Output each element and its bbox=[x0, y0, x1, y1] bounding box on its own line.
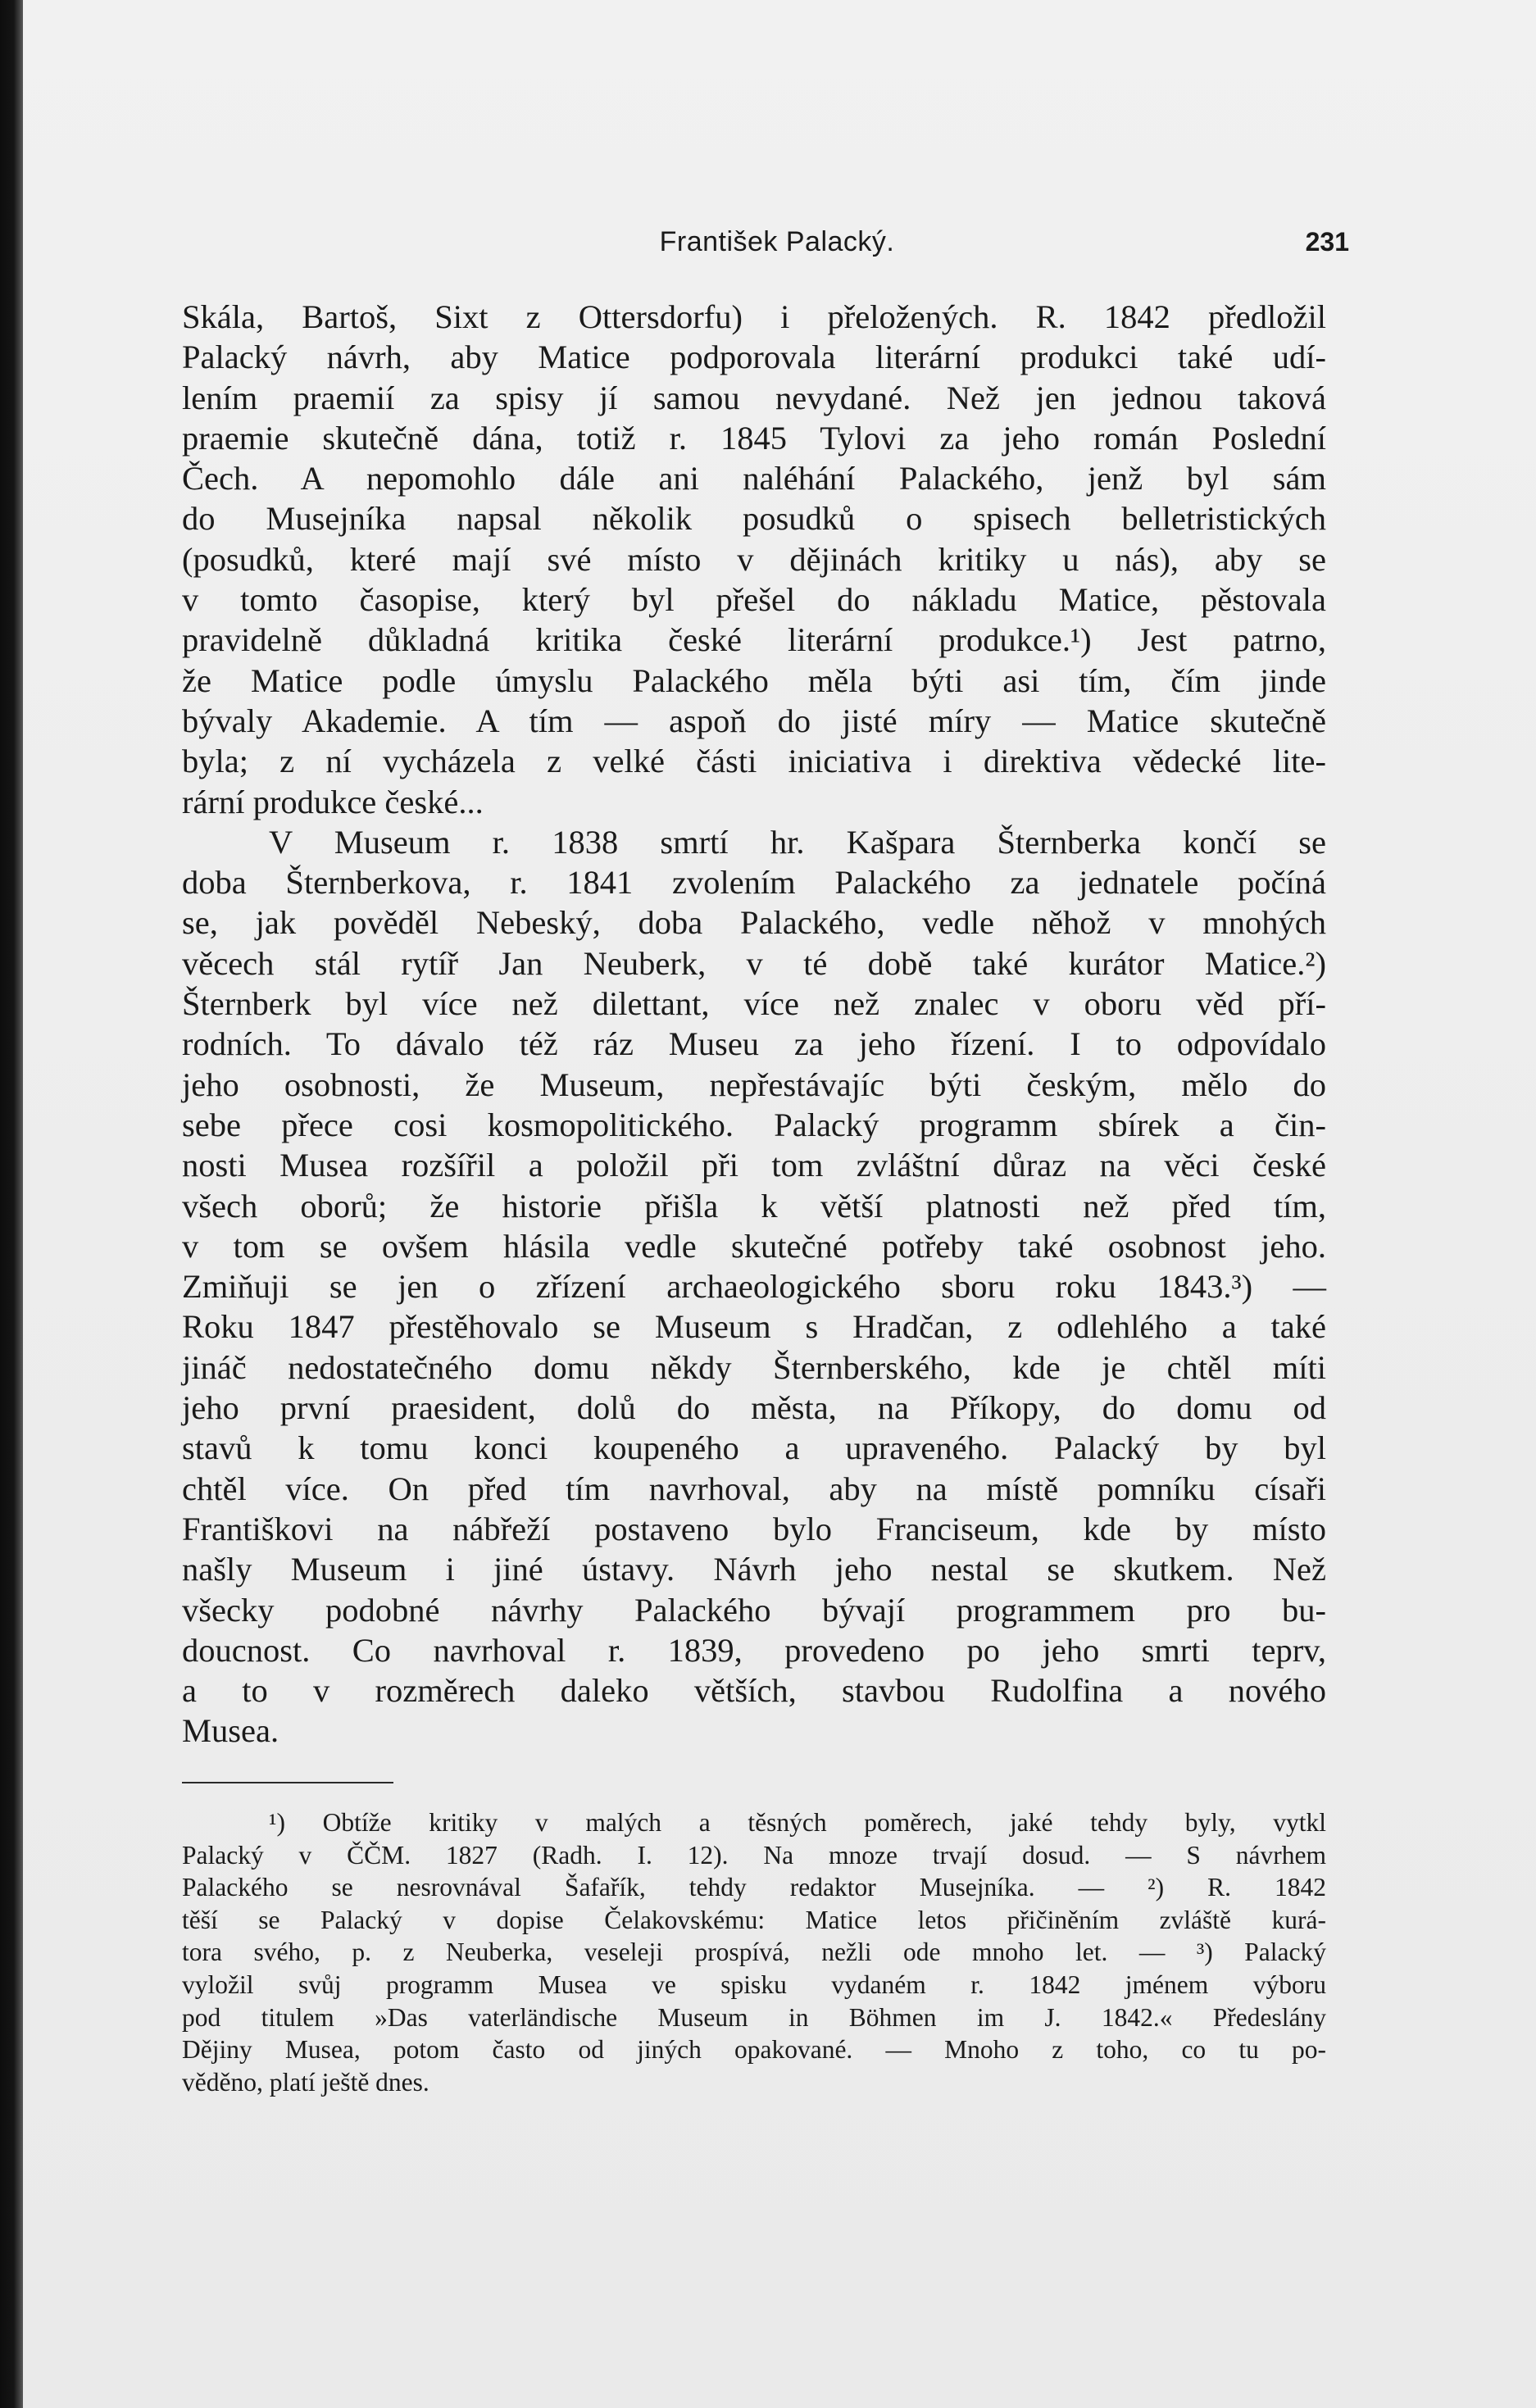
page-header bbox=[205, 221, 1349, 262]
text-line: a to v rozměrech daleko větších, stavbou Rudolfina a nového bbox=[182, 1672, 1326, 1710]
text-line: Zmiňuji se jen o zřízení archaeologického sboru roku 1843.³) — bbox=[182, 1268, 1326, 1306]
text-line: jeho osobnosti, že Museum, nepřestávajíc býti českým, mělo do bbox=[182, 1065, 1326, 1103]
text-line: stavů k tomu konci koupeného a upraveného. Palacký by byl bbox=[182, 1429, 1326, 1467]
footnote-line: vyložil svůj programm Musea ve spisku vydaném r. 1842 jménem výboru bbox=[182, 1970, 1326, 1999]
footnote-line: Dějiny Musea, potom často od jiných opakované. — Mnoho z toho, co tu po- bbox=[182, 2035, 1326, 2065]
footnote-divider bbox=[182, 1782, 393, 1783]
footnote-line: Palackého se nesrovnával Šafařík, tehdy redaktor Musejníka. — ²) R. 1842 bbox=[182, 1873, 1326, 1902]
text-line: jeho první praesident, dolů do města, na Příkopy, do domu od bbox=[182, 1389, 1326, 1427]
text-line: bývaly Akademie. A tím — aspoň do jisté míry — Matice skutečně bbox=[182, 702, 1326, 739]
text-line: Čech. A nepomohlo dále ani naléhání Palackého, jenž byl sám bbox=[182, 460, 1326, 498]
text-line: lením praemií za spisy jí samou nevydané. Než jen jednou taková bbox=[182, 379, 1326, 416]
text-line: doucnost. Co navrhoval r. 1839, provedeno po jeho smrti teprv, bbox=[182, 1631, 1326, 1669]
running-title: František Palacký. bbox=[659, 226, 895, 257]
footnotes bbox=[182, 1806, 1326, 2098]
text-line: chtěl více. On před tím navrhoval, aby na místě pomníku císaři bbox=[182, 1470, 1326, 1507]
text-line: doba Šternberkova, r. 1841 zvolením Palackého za jednatele počíná bbox=[182, 864, 1326, 902]
footnote-line: věděno, platí ještě dnes. bbox=[182, 2067, 429, 2097]
paragraph-end-line: Musea. bbox=[182, 1712, 279, 1750]
page-number: 231 bbox=[1305, 227, 1349, 257]
text-line: rodních. To dávalo též ráz Museu za jeho řízení. I to odpovídalo bbox=[182, 1025, 1326, 1063]
text-line: Palacký návrh, aby Matice podporovala literární produkci také udí- bbox=[182, 338, 1326, 376]
footnote-line: Palacký v ČČM. 1827 (Radh. I. 12). Na mnoze trvají dosud. — S návrhem bbox=[182, 1840, 1326, 1870]
body-text bbox=[182, 297, 1326, 1751]
footnote-line: tora svého, p. z Neuberka, veseleji prospívá, nežli ode mnoho let. — ³) Palacký bbox=[182, 1938, 1326, 1967]
text-line: v tom se ovšem hlásila vedle skutečné potřeby také osobnost jeho. bbox=[182, 1227, 1326, 1265]
footnote-line: pod titulem »Das vaterländische Museum in Böhmen im J. 1842.« Předeslány bbox=[182, 2002, 1326, 2032]
text-line: se, jak pověděl Nebeský, doba Palackého, vedle něhož v mnohých bbox=[182, 904, 1326, 942]
text-line: Skála, Bartoš, Sixt z Ottersdorfu) i přeložených. R. 1842 předložil bbox=[182, 298, 1326, 335]
text-line: nosti Musea rozšířil a položil při tom zvláštní důraz na věci české bbox=[182, 1147, 1326, 1184]
text-line: v tomto časopise, který byl přešel do nákladu Matice, pěstovala bbox=[182, 581, 1326, 619]
text-line: všecky podobné návrhy Palackého bývají programmem pro bu- bbox=[182, 1591, 1326, 1629]
text-line: praemie skutečně dána, totiž r. 1845 Tylovi za jeho román Poslední bbox=[182, 419, 1326, 457]
text-line: (posudků, které mají své místo v dějinách kritiky u nás), aby se bbox=[182, 540, 1326, 578]
text-line: Roku 1847 přestěhovalo se Museum s Hradčan, z odlehlého a také bbox=[182, 1308, 1326, 1346]
text-line: všech oborů; že historie přišla k větší platnosti než před tím, bbox=[182, 1187, 1326, 1224]
text-line: do Musejníka napsal několik posudků o spisech belletristických bbox=[182, 500, 1326, 538]
text-line: Šternberk byl více než dilettant, více než znalec v oboru věd pří- bbox=[182, 985, 1326, 1023]
text-line: sebe přece cosi kosmopolitického. Palacký programm sbírek a čin- bbox=[182, 1106, 1326, 1143]
text-line: věcech stál rytíř Jan Neuberk, v té době také kurátor Matice.²) bbox=[182, 944, 1326, 982]
paragraph-end-line: rární produkce české... bbox=[182, 783, 484, 820]
text-line: pravidelně důkladná kritika české literární produkce.¹) Jest patrno, bbox=[182, 621, 1326, 659]
scan-edge bbox=[0, 0, 23, 2408]
text-line: jináč nedostatečného domu někdy Šternberského, kde je chtěl míti bbox=[182, 1348, 1326, 1386]
text-line: byla; z ní vycházela z velké části iniciativa i direktiva vědecké lite- bbox=[182, 743, 1326, 780]
text-line: Františkovi na nábřeží postaveno bylo Franciseum, kde by místo bbox=[182, 1510, 1326, 1547]
text-line: našly Museum i jiné ústavy. Návrh jeho nestal se skutkem. Než bbox=[182, 1551, 1326, 1588]
footnote-line: těší se Palacký v dopise Čelakovskému: Matice letos přičiněním zvláště kurá- bbox=[182, 1905, 1326, 1934]
paragraph-start-line: V Museum r. 1838 smrtí hr. Kašpara Šternberka končí se bbox=[269, 823, 1326, 861]
footnote-line: ¹) Obtíže kritiky v malých a těsných poměrech, jaké tehdy byly, vytkl bbox=[269, 1808, 1326, 1837]
text-line: že Matice podle úmyslu Palackého měla býti asi tím, čím jinde bbox=[182, 661, 1326, 699]
